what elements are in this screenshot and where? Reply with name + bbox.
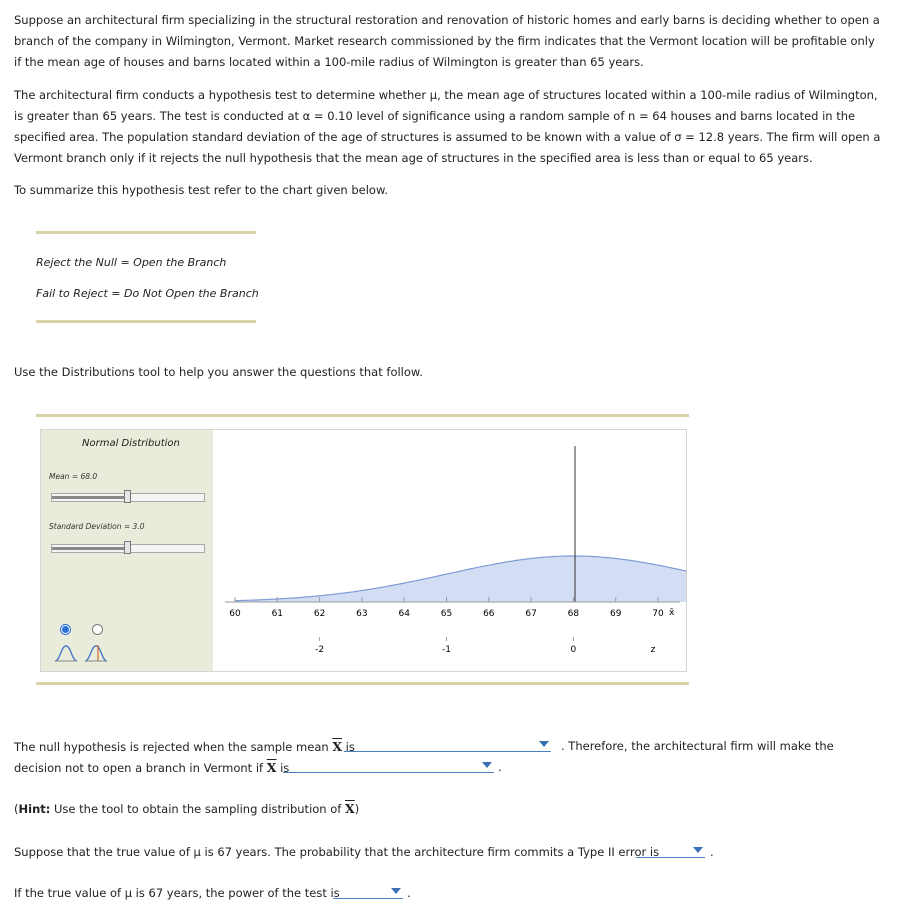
intro-paragraph-3: To summarize this hypothesis test refer to the chart given below. [14,183,388,197]
q1-text-after: . Therefore, the architectural firm will make the [561,739,834,753]
intro-paragraph-2: The architectural firm conducts a hypothesis test to determine whether μ, the mean age of structures located within a 100-mile radius of Wilmington, is greater than 65 years. The test is conducted at α = 0.10 level of significance using a random sample of n = 64 houses and barns located in the specified area. The population standard deviation of the age of structures is assumed to be known with a value of σ = 12.8 years. The firm will open a Vermont branch only if it rejects the null hypothesis that the mean age of structures in the specified area is less than or equal to 65 years. [14,88,881,165]
rejection-rule-dropdown[interactable] [344,738,551,752]
chevron-down-icon [693,847,703,853]
legend-top-rule [36,231,256,234]
x-tick-label: 65 [440,609,453,619]
q3-end: . [407,886,411,900]
tool-instruction: Use the Distributions tool to help you answer the questions that follow. [14,365,423,379]
chevron-down-icon [539,741,549,747]
question-1-line-2 [14,760,289,775]
xbar-symbol: $\overline{X}$ [344,801,355,816]
x-tick-label: 66 [483,609,495,619]
intro-paragraph-1: Suppose an architectural firm specializing in the structural restoration and renovation of historic homes and early barns is deciding whether to open a branch of the company in Wilmington, Vermont. Market research commissioned by the firm indicates that the Vermont location will be profitable only if the mean age of houses and barns located within a 100-mile radius of Wilmington is greater than 65 years. [14,13,880,69]
z-axis-symbol: z [650,645,656,655]
x-axis-symbol: x̄ [669,608,675,618]
sd-slider-fill [52,547,126,550]
tool-top-rule [36,414,689,417]
xbar-symbol: $\overline{X}$ [332,739,343,754]
x-tick-label: 70 [652,609,664,619]
chevron-down-icon [482,762,492,768]
distributions-tool [40,429,687,672]
normal-curve-area [235,556,686,602]
legend-reject: Reject the Null = Open the Branch [36,256,227,269]
mode-radio-left[interactable] [60,624,71,635]
question-3-text: If the true value of μ is 67 years, the power of the test is [14,886,340,900]
z-tick-label: -2 [315,645,325,655]
interval-area-icon[interactable] [84,643,108,663]
x-tick-label: 67 [525,609,537,619]
question-1-line-1 [14,739,355,754]
tool-control-panel [41,430,213,671]
distribution-plot [213,430,686,671]
z-tick-label: 0 [570,645,577,655]
mean-slider-thumb[interactable] [124,490,131,503]
x-tick-label: 60 [229,609,241,619]
x-tick-label: 61 [271,609,284,619]
legend-fail: Fail to Reject = Do Not Open the Branch [36,287,259,300]
q1-is: is [345,740,355,754]
x-tick-label: 62 [313,609,326,619]
q1-line2-is: is [280,761,290,775]
x-tick-label: 64 [398,609,410,619]
decision-rule-dropdown[interactable] [283,759,494,773]
hint: (Hint: Use the tool to obtain the sampling distribution of $\overline{X}$) [14,801,360,816]
sd-slider-thumb[interactable] [124,541,131,554]
x-tick-label: 68 [567,609,580,619]
hint-label: Hint: [18,802,51,816]
power-dropdown[interactable] [333,885,403,899]
question-2-text: Suppose that the true value of μ is 67 years. The probability that the architecture firm commits a Type II error is [14,845,660,859]
mean-label: Mean = 68.0 [49,472,98,481]
xbar-symbol: $\overline{X}$ [266,760,277,775]
chevron-down-icon [391,888,401,894]
hint-text: Use the tool to obtain the sampling distribution of [54,802,342,816]
mean-slider[interactable] [51,493,205,502]
q1-text-before: The null hypothesis is rejected when the sample mean [14,740,329,754]
tool-bottom-rule [36,682,689,685]
tail-area-icon[interactable] [54,643,78,663]
mean-slider-fill [52,496,126,499]
legend-bottom-rule [36,320,256,323]
q1-line2-before: decision not to open a branch in Vermont if [14,761,264,775]
x-tick-label: 63 [356,609,368,619]
z-tick-label: -1 [442,645,451,655]
sd-label: Standard Deviation = 3.0 [49,522,145,531]
q2-end: . [710,845,714,859]
sd-slider[interactable] [51,544,205,553]
type-ii-error-dropdown[interactable] [636,844,705,858]
x-tick-label: 69 [609,609,622,619]
tool-panel-title: Normal Distribution [82,438,180,449]
mode-radio-right[interactable] [92,624,103,635]
q1-line2-end: . [498,760,502,774]
